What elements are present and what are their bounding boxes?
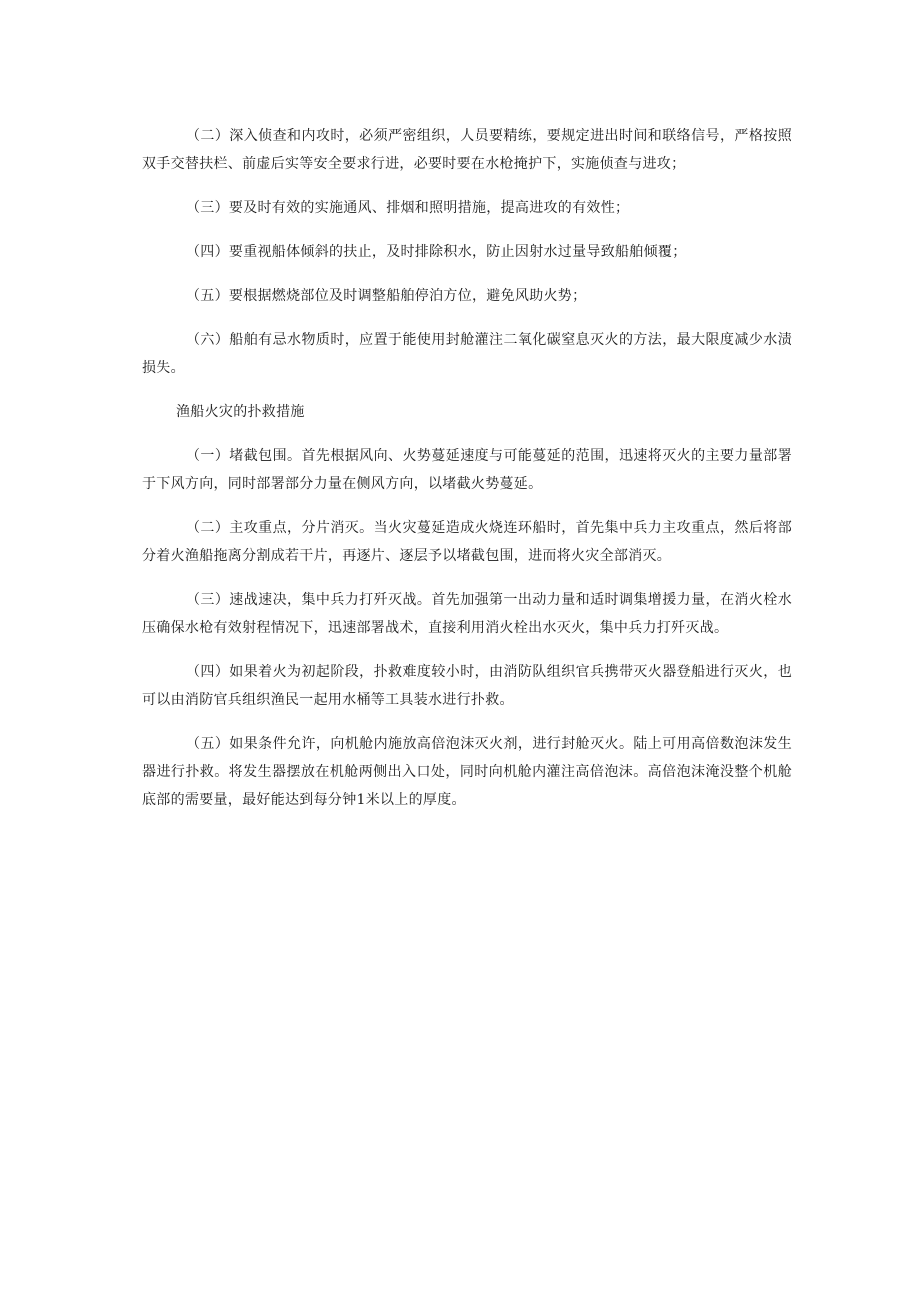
paragraph-measure-1: （一）堵截包围。首先根据风向、火势蔓延速度与可能蔓延的范围，迅速将灭火的主要力量部署于下风方向，同时部署部分力量在侧风方向，以堵截火势蔓延。 (142, 448, 792, 492)
section-heading: 渔船火灾的扑救措施 (176, 404, 305, 420)
paragraph-measure-4: （四）如果着火为初起阶段，扑救难度较小时，由消防队组织官兵携带灭火器登船进行灭火，也可以由消防官兵组织渔民一起用水桶等工具装水进行扑救。 (142, 664, 792, 708)
paragraph-measure-3: （三）速战速决，集中兵力打歼灭战。首先加强第一出动力量和适时调集增援力量，在消火栓水压确保水枪有效射程情况下，迅速部署战术，直接利用消火栓出水灭火，集中兵力打歼灭战。 (142, 592, 792, 636)
paragraph-measure-2: （二）主攻重点，分片消灭。当火灾蔓延造成火烧连环船时，首先集中兵力主攻重点，然后将部分着火渔船拖离分割成若干片，再逐片、逐层予以堵截包围，进而将火灾全部消灭。 (142, 520, 792, 564)
paragraph-safety-6: （六）船舶有忌水物质时，应置于能使用封舱灌注二氧化碳窒息灭火的方法，最大限度减少水渍损失。 (142, 332, 792, 376)
paragraph-safety-4: （四）要重视船体倾斜的扶止，及时排除积水，防止因射水过量导致船舶倾覆； (186, 244, 687, 260)
paragraph-safety-3: （三）要及时有效的实施通风、排烟和照明措施，提高进攻的有效性； (186, 200, 630, 216)
paragraph-safety-2: （二）深入侦查和内攻时，必须严密组织，人员要精练，要规定进出时间和联络信号，严格按照双手交替扶栏、前虚后实等安全要求行进，必要时要在水枪掩护下，实施侦查与进攻； (142, 128, 792, 172)
paragraph-safety-5: （五）要根据燃烧部位及时调整船舶停泊方位，避免风助火势； (186, 288, 587, 304)
document-body (142, 122, 792, 830)
paragraph-measure-5: （五）如果条件允许，向机舱内施放高倍泡沫灭火剂，进行封舱灭火。陆上可用高倍数泡沫发生器进行扑救。将发生器摆放在机舱两侧出入口处，同时向机舱内灌注高倍泡沫。高倍泡沫淹没整个机舱底部的需要量，最好能达到每分钟1米以上的厚度。 (142, 736, 792, 808)
